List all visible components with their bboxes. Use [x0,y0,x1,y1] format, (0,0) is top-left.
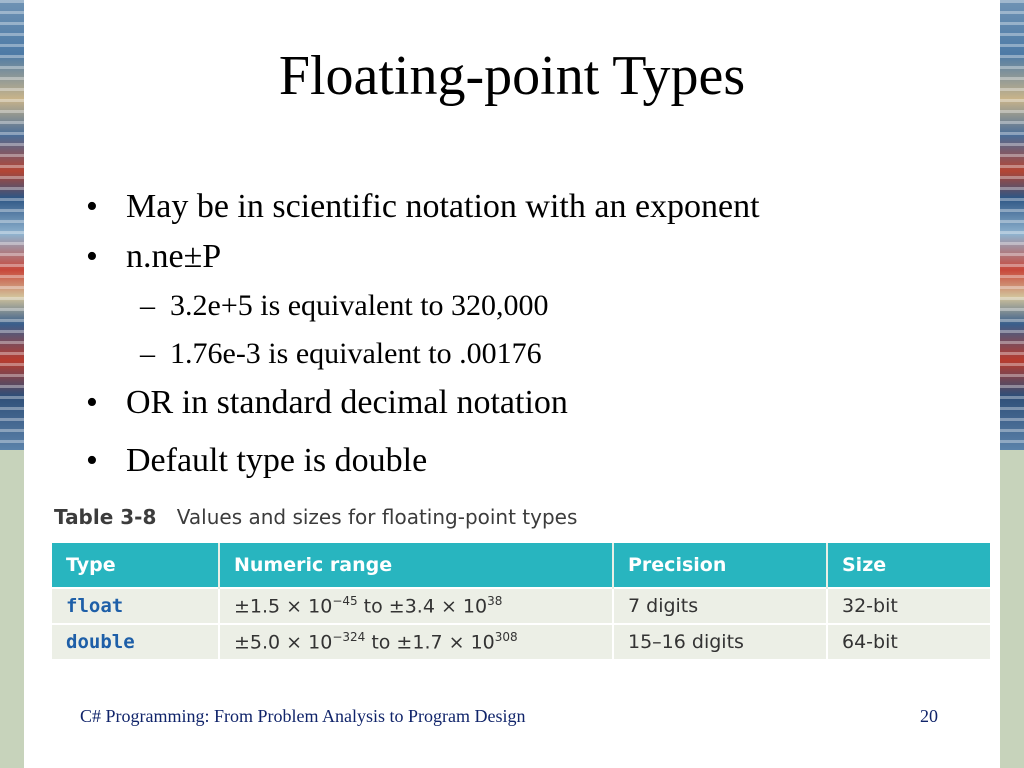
cell-range: $\pm 1.5 \times 10^{-45}$ to $\pm 3.4 \times 10^{38}$ [219,588,613,624]
cell-precision: 15–16 digits [613,624,827,659]
table-caption-number: Table 3-8 [54,505,157,529]
cell-size: 64-bit [827,624,990,659]
bullet-text: OR in standard decimal notation [126,384,568,421]
table-caption-text: Values and sizes for floating-point types [176,505,578,529]
sub-bullet-text: 1.76e-3 is equivalent to .00176 [170,337,542,370]
bullet-item [86,436,966,486]
bullet-text: Default type is double [126,442,428,479]
bullet-text: n.ne±P [126,238,222,275]
cell-range: $\pm 5.0 \times 10^{-324}$ to $\pm 1.7 \times 10^{308}$ [219,624,613,659]
right-decorative-strip [1000,0,1024,768]
column-header-range: Numeric range [219,543,613,588]
table-row [52,624,990,659]
cell-precision: 7 digits [613,588,827,624]
sub-bullet-item [86,282,966,330]
table-header-row [52,543,990,588]
bullet-dot-icon: • [86,442,98,479]
bullet-item [86,232,966,282]
dash-icon: – [140,289,155,322]
cell-type: float [52,588,219,624]
bullet-list [86,182,966,486]
column-header-precision: Precision [613,543,827,588]
sub-bullet-item [86,330,966,378]
bullet-text: May be in scientific notation with an exponent [126,188,760,225]
footer-text: C# Programming: From Problem Analysis to Program Design [80,706,526,726]
page-number: 20 [920,706,938,726]
bullet-dot-icon: • [86,384,98,421]
sub-bullet-text: 3.2e+5 is equivalent to 320,000 [170,289,549,322]
floating-point-table [52,543,990,659]
table-caption [54,505,577,529]
left-decorative-strip [0,0,24,768]
bullet-dot-icon: • [86,188,98,225]
column-header-size: Size [827,543,990,588]
bullet-item [86,378,966,428]
bullet-dot-icon: • [86,238,98,275]
cell-type: double [52,624,219,659]
table-row [52,588,990,624]
dash-icon: – [140,337,155,370]
column-header-type: Type [52,543,219,588]
bullet-item [86,182,966,232]
left-strip-band [0,450,24,768]
right-strip-band [1000,450,1024,768]
slide-title: Floating-point Types [278,45,746,107]
cell-size: 32-bit [827,588,990,624]
